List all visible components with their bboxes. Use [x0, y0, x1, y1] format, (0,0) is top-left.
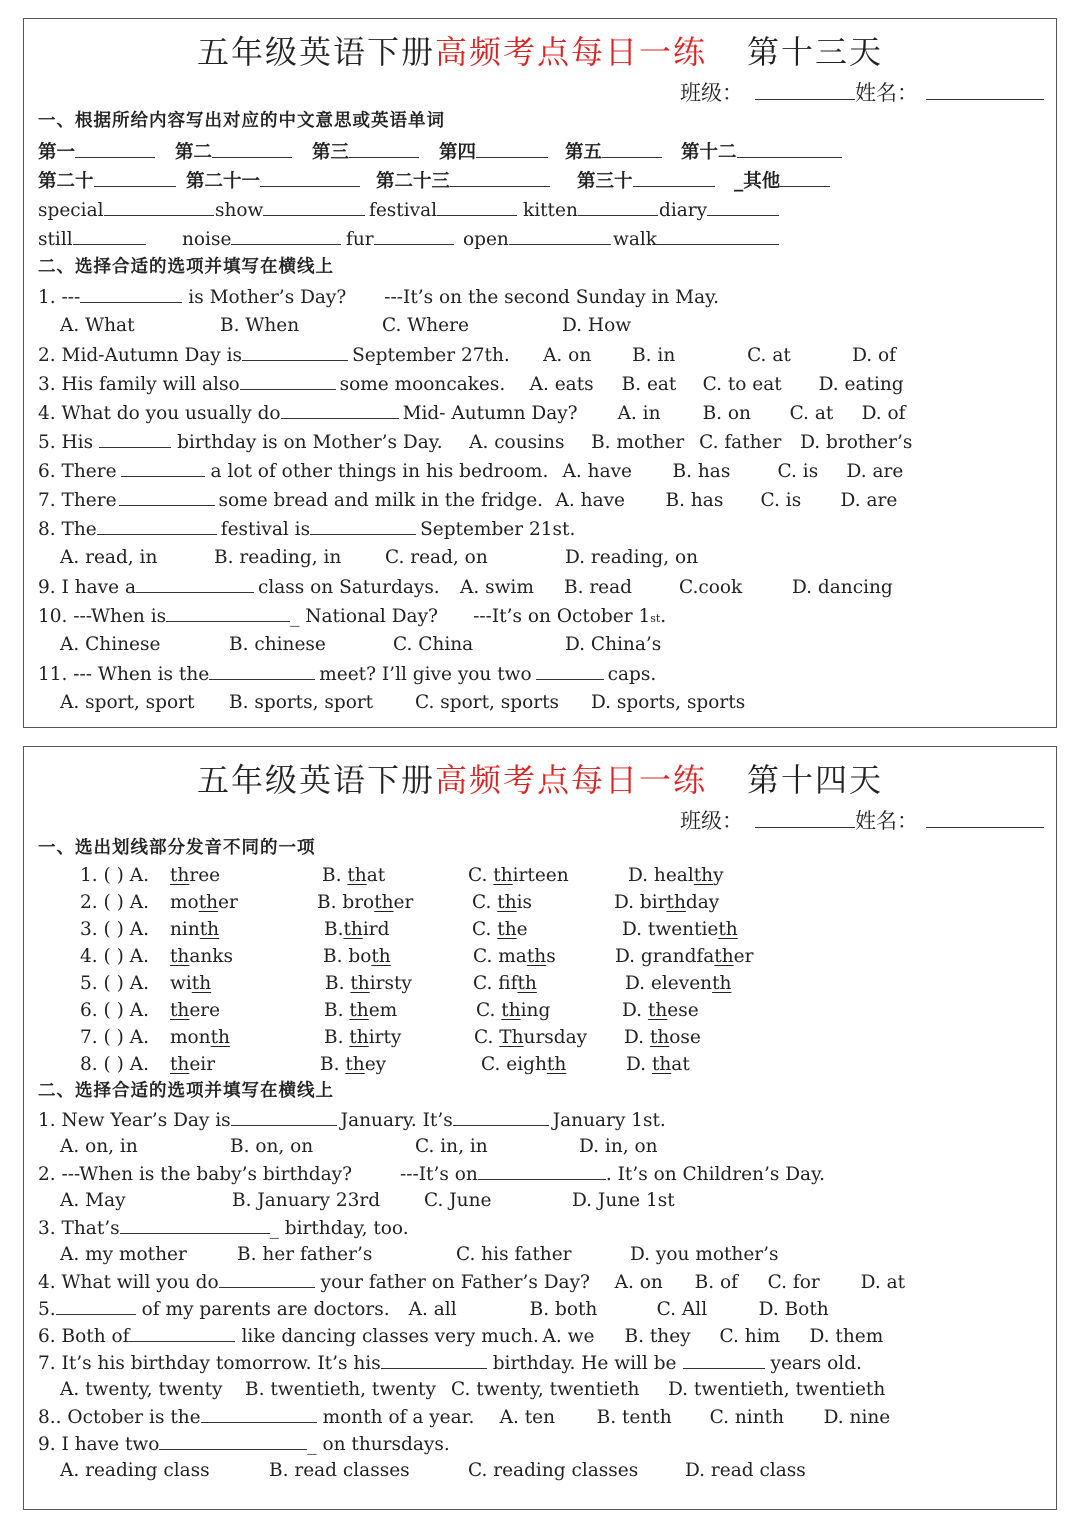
option[interactable]: B. mother [591, 432, 685, 453]
question-row: 1. New Year’s Day is January. It’s January 1st. [38, 1110, 666, 1131]
vocab-row: 第一 第二 第三 第四 第五 第十二 [38, 143, 1048, 163]
question-row: 2. ---When is the baby’s birthday? ---It’s on . It’s on Children’s Day. [38, 1164, 825, 1185]
class-label: 班级： [680, 809, 743, 833]
option[interactable]: D. in, on [579, 1136, 658, 1157]
answer-blank[interactable] [159, 1435, 307, 1450]
option[interactable]: C. him [719, 1326, 781, 1347]
option[interactable]: B. has [672, 461, 731, 482]
question-row: 6. Both of like dancing classes very much. A. we B. they C. him D. them [38, 1326, 884, 1347]
option[interactable]: D. sports, sports [591, 692, 746, 713]
option[interactable]: D. twentieth, twentieth [668, 1379, 886, 1400]
option[interactable]: C. at [747, 345, 791, 366]
answer-blank[interactable] [129, 1327, 235, 1342]
worksheet-title [24, 27, 1056, 73]
option[interactable]: A. eats [529, 374, 594, 395]
answer-blank[interactable] [578, 201, 658, 216]
answer-blank[interactable] [209, 665, 315, 680]
option[interactable]: B. twentieth, twenty [245, 1379, 436, 1400]
phonics-row: 6. ( ) A. there B. them C. thing D. these [80, 1000, 699, 1021]
answer-blank[interactable] [80, 288, 182, 303]
question-row: 10. ---When is _ National Day? ---It’s on October 1 st . [38, 606, 667, 627]
option[interactable]: C. All [656, 1299, 708, 1320]
answer-blank[interactable] [263, 201, 365, 216]
question-row: 1. --- is Mother’s Day? ---It’s on the second Sunday in May. [38, 287, 720, 308]
answer-blank[interactable] [707, 201, 779, 216]
option[interactable]: C. in, in [415, 1136, 488, 1157]
option[interactable]: C. ninth [709, 1407, 784, 1428]
class-field[interactable] [755, 79, 855, 100]
worksheet-title [24, 755, 1056, 801]
name-field[interactable] [926, 79, 1044, 100]
answer-blank[interactable] [97, 520, 217, 535]
answer-blank[interactable] [99, 433, 171, 448]
question-row: 5. His birthday is on Mother’s Day. A. cousins B. mother C. father D. brother’s [38, 432, 913, 453]
option[interactable]: C. sport, sports [415, 692, 560, 713]
answer-blank[interactable] [509, 230, 611, 245]
day-label: 第十四天 [747, 761, 884, 799]
vocab-row: special show festival kitten diary [38, 201, 1048, 221]
answer-blank[interactable] [166, 607, 290, 622]
option[interactable]: B. When [220, 315, 300, 336]
option[interactable]: D. you mother’s [630, 1244, 779, 1265]
options-row [60, 636, 1048, 655]
option[interactable]: D. China’s [565, 634, 662, 655]
option[interactable]: D. of [861, 403, 906, 424]
option[interactable]: D. How [562, 315, 632, 336]
option[interactable]: A. on, in [60, 1136, 138, 1157]
options-row [60, 549, 1048, 568]
option[interactable]: B. has [665, 490, 724, 511]
answer-blank[interactable] [281, 404, 399, 419]
phonics-row: 2. ( ) A. mother B. brother C. this D. birthday [80, 892, 720, 913]
answer-blank[interactable] [260, 172, 360, 187]
question-row: 9. I have a class on Saturdays. A. swim B. read C.cook D. dancing [38, 577, 893, 598]
answer-blank[interactable] [219, 1273, 315, 1288]
option[interactable]: A. read, in [60, 547, 158, 568]
question-row: 3. His family will also some mooncakes. A. eats B. eat C. to eat D. eating [38, 374, 904, 395]
option[interactable]: B. eat [621, 374, 677, 395]
option[interactable]: C.cook [678, 577, 743, 598]
name-field[interactable] [926, 807, 1044, 828]
option[interactable]: C. his father [456, 1244, 572, 1265]
phonics-row: 1. ( ) A. three B. that C. thirteen D. healthy [80, 865, 724, 886]
phonics-row: 3. ( ) A. ninth B.third C. the D. twentieth [80, 919, 738, 940]
phonics-row: 7. ( ) A. month B. thirty C. Thursday D. those [80, 1027, 701, 1048]
worksheet-day13 [23, 18, 1057, 728]
option[interactable]: A. we [542, 1326, 595, 1347]
option[interactable]: A. my mother [60, 1244, 187, 1265]
option[interactable]: D. eating [818, 374, 904, 395]
section-heading: 二、选择合适的选项并填写在横线上 [38, 257, 334, 277]
option[interactable]: D. at [860, 1272, 906, 1293]
option[interactable]: C. China [393, 634, 474, 655]
question-row: 4. What do you usually do Mid- Autumn Day? A. in B. on C. at D. of [38, 403, 906, 424]
answer-blank[interactable] [657, 230, 779, 245]
answer-blank[interactable] [104, 201, 214, 216]
vocab-row: 第二十 第二十一 第二十三 第三十 _其他 [38, 172, 1048, 192]
name-label: 姓名： [855, 81, 918, 105]
option[interactable]: B. January 23rd [232, 1190, 381, 1211]
option[interactable]: D. them [809, 1326, 884, 1347]
option[interactable]: B. sports, sport [229, 692, 374, 713]
option[interactable]: B. on, on [230, 1136, 314, 1157]
section-heading: 二、选择合适的选项并填写在横线上 [38, 1081, 334, 1101]
option[interactable]: C. is [760, 490, 802, 511]
answer-blank[interactable] [602, 143, 662, 158]
option[interactable]: B. both [529, 1299, 598, 1320]
question-row: 8.. October is the month of a year. A. ten B. tenth C. ninth D. nine [38, 1407, 891, 1428]
answer-blank[interactable] [381, 1354, 487, 1369]
options-row [60, 1381, 1048, 1400]
option[interactable]: A. have [555, 490, 625, 511]
section-heading: 一、根据所给内容写出对应的中文意思或英语单词 [38, 111, 445, 131]
option[interactable]: A. all [408, 1299, 457, 1320]
option[interactable]: A. on [614, 1272, 663, 1293]
worksheet-day14 [23, 746, 1057, 1510]
option[interactable]: A. cousins [469, 432, 565, 453]
answer-blank[interactable] [121, 462, 205, 477]
question-row: 11. --- When is the meet? I’ll give you two caps. [38, 664, 657, 685]
option[interactable]: C. for [767, 1272, 820, 1293]
option[interactable]: B. tenth [596, 1407, 672, 1428]
option[interactable]: D. brother’s [800, 432, 913, 453]
phonics-row: 8. ( ) A. their B. they C. eighth D. that [80, 1054, 690, 1075]
answer-blank[interactable] [349, 143, 419, 158]
answer-blank[interactable] [231, 230, 341, 245]
question-row: 4. What will you do your father on Father’s Day? A. on B. of C. for D. at [38, 1272, 906, 1293]
options-row [60, 1462, 1048, 1481]
answer-blank[interactable] [536, 665, 604, 680]
vocab-row: still noise fur open walk [38, 230, 1048, 250]
option[interactable]: B. in [632, 345, 676, 366]
option[interactable]: D. Both [758, 1299, 829, 1320]
question-row: 6. There a lot of other things in his bedroom. A. have B. has C. is D. are [38, 461, 904, 482]
answer-blank[interactable] [737, 143, 842, 158]
answer-blank[interactable] [240, 375, 336, 390]
option[interactable]: D. reading, on [565, 547, 699, 568]
option[interactable]: B. of [694, 1272, 738, 1293]
option[interactable]: A. reading class [60, 1460, 210, 1481]
option[interactable]: C. twenty, twentieth [451, 1379, 640, 1400]
option[interactable]: C. to eat [702, 374, 782, 395]
option[interactable]: C. reading classes [468, 1460, 639, 1481]
answer-blank[interactable] [56, 1300, 136, 1315]
option[interactable]: D. dancing [791, 577, 893, 598]
day-label: 第十三天 [747, 33, 884, 71]
answer-blank[interactable] [633, 172, 715, 187]
option[interactable]: B. read classes [269, 1460, 410, 1481]
answer-blank[interactable] [94, 172, 176, 187]
option[interactable]: D. are [840, 490, 898, 511]
option[interactable]: A. sport, sport [60, 692, 195, 713]
question-row: 5. of my parents are doctors. A. all B. both C. All D. Both [38, 1299, 829, 1320]
answer-blank[interactable] [450, 172, 550, 187]
option[interactable]: A. twenty, twenty [60, 1379, 223, 1400]
option[interactable]: D. read class [685, 1460, 806, 1481]
option[interactable]: A. ten [499, 1407, 556, 1428]
answer-blank[interactable] [437, 201, 517, 216]
option[interactable]: A. May [60, 1190, 126, 1211]
question-row: 2. Mid-Autumn Day is September 27th. A. on B. in C. at D. of [38, 345, 896, 366]
answer-blank[interactable] [120, 1219, 270, 1234]
options-row [60, 317, 1048, 336]
option[interactable]: C. read, on [385, 547, 488, 568]
phonics-row: 5. ( ) A. with B. thirsty C. fifth D. eleventh [80, 973, 732, 994]
question-row: 7. It’s his birthday tomorrow. It’s his birthday. He will be years old. [38, 1353, 862, 1374]
option[interactable]: C. at [789, 403, 834, 424]
phonics-row: 4. ( ) A. thanks B. both C. maths D. grandfather [80, 946, 754, 967]
answer-blank[interactable] [780, 172, 830, 187]
class-label: 班级： [680, 81, 743, 105]
title-text: 五年级英语下册 [196, 33, 435, 71]
question-row: 3. That’s _ birthday, too. [38, 1218, 409, 1239]
option[interactable]: C. father [699, 432, 782, 453]
option[interactable]: B. chinese [229, 634, 326, 655]
option[interactable]: B. on [702, 403, 751, 424]
class-field[interactable] [755, 807, 855, 828]
option[interactable]: A. swim [459, 577, 534, 598]
question-row: 8. The festival is September 21st. [38, 519, 576, 540]
answer-blank[interactable] [73, 230, 146, 245]
option[interactable]: B. reading, in [214, 547, 342, 568]
answer-blank[interactable] [242, 346, 348, 361]
answer-blank[interactable] [476, 143, 548, 158]
option[interactable]: C. is [777, 461, 819, 482]
answer-blank[interactable] [231, 1111, 337, 1126]
answer-blank[interactable] [75, 143, 155, 158]
name-label: 姓名： [855, 809, 918, 833]
answer-blank[interactable] [201, 1408, 317, 1423]
answer-blank[interactable] [683, 1354, 765, 1369]
option[interactable]: D. June 1st [572, 1190, 675, 1211]
answer-blank[interactable] [310, 520, 416, 535]
class-name-line [680, 77, 1044, 107]
answer-blank[interactable] [136, 578, 254, 593]
class-name-line [680, 805, 1044, 835]
option[interactable]: C. June [424, 1190, 492, 1211]
title-text: 五年级英语下册 [196, 761, 435, 799]
option[interactable]: C. Where [382, 315, 469, 336]
answer-blank[interactable] [453, 1111, 549, 1126]
option[interactable]: B. they [624, 1326, 691, 1347]
question-row: 9. I have two _ on thursdays. [38, 1434, 450, 1455]
answer-blank[interactable] [478, 1165, 606, 1180]
option[interactable]: A. in [617, 403, 661, 424]
options-row [60, 694, 1048, 713]
option[interactable]: A. have [562, 461, 632, 482]
answer-blank[interactable] [212, 143, 292, 158]
option[interactable]: A. What [60, 315, 135, 336]
option[interactable]: D. of [852, 345, 896, 366]
option[interactable]: A. on [543, 345, 592, 366]
options-row [60, 1246, 1048, 1265]
option[interactable]: B. read [563, 577, 633, 598]
title-highlight: 高频考点每日一练 [434, 761, 707, 799]
section-heading: 一、选出划线部分发音不同的一项 [38, 838, 316, 858]
option[interactable]: D. nine [823, 1407, 891, 1428]
option[interactable]: A. Chinese [60, 634, 161, 655]
option[interactable]: B. her father’s [237, 1244, 373, 1265]
title-highlight: 高频考点每日一练 [434, 33, 707, 71]
answer-blank[interactable] [119, 491, 215, 506]
option[interactable]: D. are [846, 461, 904, 482]
options-row [60, 1192, 1048, 1211]
options-row [60, 1138, 1048, 1157]
question-row: 7. There some bread and milk in the fridge. A. have B. has C. is D. are [38, 490, 898, 511]
answer-blank[interactable] [374, 230, 454, 245]
